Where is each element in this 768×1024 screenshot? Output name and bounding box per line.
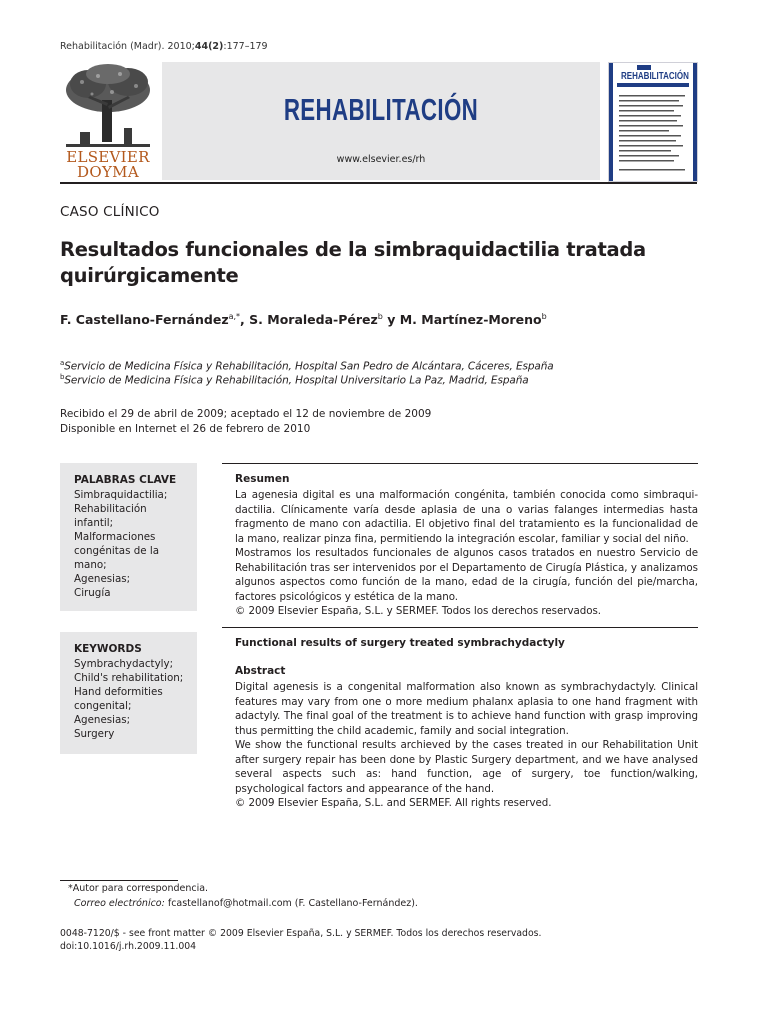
journal-title: REHABILITACIÓN [283, 92, 479, 127]
doi-link[interactable]: doi:10.1016/j.rh.2009.11.004 [60, 941, 197, 952]
author-list: F. Castellano-Fernández$^{a,*}$, S. Moraleda-Pérez$^b$ y M. Martínez-Moreno$^b$ [60, 312, 547, 328]
abstract-copyright: © 2009 Elsevier España, S.L. and SERMEF. All rights reserved. [235, 797, 552, 809]
affiliation: $^b$Servicio de Medicina Física y Rehabilitación, Hospital Universitario La Paz, Madrid, España [60, 373, 529, 387]
online-date: Disponible en Internet el 26 de febrero de 2010 [60, 423, 311, 435]
keywords-es-box [60, 463, 197, 611]
journal-url[interactable]: www.elsevier.es/rh [336, 154, 426, 165]
abstract-heading: Abstract [235, 665, 286, 677]
keywords-en-heading: KEYWORDS [74, 643, 142, 655]
abstract-body [235, 680, 698, 811]
journal-citation: Rehabilitación (Madr). 2010;44(2):177–179 [60, 41, 268, 52]
keyword: Surgery [74, 728, 115, 740]
keyword: Symbrachydactyly; [74, 658, 174, 670]
page-range: :177–179 [223, 41, 268, 52]
volume-issue: 44(2) [194, 41, 224, 52]
abstract-paragraph: Digital agenesis is a congenital malformation also known as symbrachydactyly. Clinical features may vary from one o more medium phalanx aplasia to one hand fragment with adactyly. The final goal of the treatment is to achieve hand function with grasp improving thus permitting the child academic, family and social integration. [235, 681, 698, 737]
abstract-divider [222, 627, 698, 628]
email-note: Correo electrónico: fcastellanof@hotmail.com (F. Castellano-Fernández). [74, 898, 418, 909]
journal-cover-thumbnail [608, 62, 698, 182]
header-divider [60, 182, 697, 184]
resumen-paragraph: La agenesia digital es una malformación congénita, también conocida como simbraqui-dactilia. Clínicamente varía desde aplasia de una o varias falanges intermedias hasta fragmento de mano con adactilia. El objetivo final del tratamiento es la funcionalidad de la mano, realizar pinza fina, permitiendo la integración escolar, familiar y social del niño. [235, 489, 698, 545]
footnote-divider [60, 880, 178, 881]
journal-banner [162, 62, 600, 180]
keyword: Simbraquidactilia; [74, 489, 168, 501]
keyword: congenital; [74, 700, 132, 712]
corresponding-author-note: *Autor para correspondencia. [68, 883, 209, 894]
publisher-name-line2: DOYMA [77, 163, 139, 181]
abstract-divider [222, 463, 698, 464]
keyword: Malformaciones [74, 531, 156, 543]
keyword: Hand deformities [74, 686, 163, 698]
affiliation: $^a$Servicio de Medicina Física y Rehabilitación, Hospital San Pedro de Alcántara, Cáceres, España [60, 359, 554, 373]
tree-icon [58, 62, 158, 148]
keyword: Cirugía [74, 587, 111, 599]
keyword: Child's rehabilitation; [74, 672, 184, 684]
cover-title: REHABILITACIÓN [621, 71, 689, 82]
keyword: Agenesias; [74, 573, 131, 585]
author-name: S. Moraleda-Pérez [249, 312, 378, 328]
resumen-copyright: © 2009 Elsevier España, S.L. y SERMEF. Todos los derechos reservados. [235, 605, 602, 617]
keyword: mano; [74, 559, 107, 571]
keyword: infantil; [74, 517, 114, 529]
resumen-body [235, 488, 698, 619]
article-title: Resultados funcionales de la simbraquidactilia tratada quirúrgicamente [60, 238, 646, 287]
resumen-heading: Resumen [235, 473, 290, 485]
section-label: CASO CLÍNICO [60, 204, 160, 220]
received-dates: Recibido el 29 de abril de 2009; aceptado el 12 de noviembre de 2009 [60, 408, 432, 420]
keywords-es-heading: PALABRAS CLAVE [74, 474, 177, 486]
keyword: congénitas de la [74, 545, 160, 557]
elsevier-logo [58, 62, 158, 180]
resumen-paragraph: Mostramos los resultados funcionales de algunos casos tratados en nuestro Servicio de Rehabilitación tras ser intervenidos por el Departamento de Cirugía Plástica, y analizamos algunos aspectos como función de la mano, edad de la cirugía, función del pie/marcha, factores psicológicos y estética de la mano. [235, 547, 698, 603]
author-name: M. Martínez-Moreno [399, 312, 542, 328]
email-link[interactable]: fcastellanof@hotmail.com (F. Castellano-Fernández). [164, 898, 418, 909]
abstract-paragraph: We show the functional results archieved by the cases treated in our Rehabilitation Unit after surgery repair has been done by Plastic Surgery department, and we have analysed several aspects such as: hand function, age of surgery, toe function/walking, psychological factors and appearance of the hand. [235, 739, 698, 795]
publisher-name-line1: ELSEVIER [66, 148, 150, 166]
keywords-en-box [60, 632, 197, 754]
keyword: Agenesias; [74, 714, 131, 726]
issn-line: 0048-7120/$ - see front matter © 2009 Elsevier España, S.L. y SERMEF. Todos los derechos reservados. [60, 928, 542, 939]
keyword: Rehabilitación [74, 503, 147, 515]
author-name: F. Castellano-Fernández [60, 312, 229, 328]
english-title: Functional results of surgery treated symbrachydactyly [235, 637, 565, 649]
